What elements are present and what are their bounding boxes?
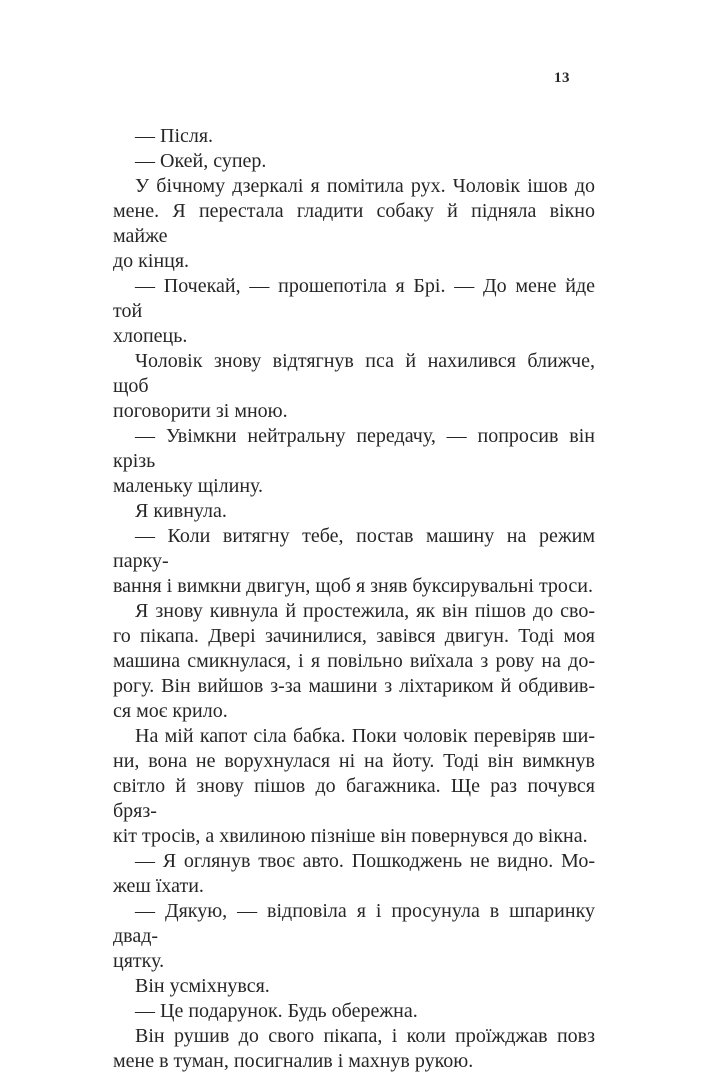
text-line: — Дякую, — відповіла я і просунула в шпаринку двад- [113,900,595,947]
paragraph [113,124,595,149]
text-line: — Коли витягну тебе, постав машину на режим парку- [113,525,595,572]
paragraph [113,999,595,1024]
text-line: кіт тросів, а хвилиною пізніше він повернувся до вікна. [113,825,588,847]
text-line: — Почекай, — прошепотіла я Брі. — До мене йде той [113,275,595,322]
text-line: У бічному дзеркалі я помітила рух. Чоловік ішов до [135,175,595,197]
text-line: маленьку щілину. [113,475,264,497]
text-line: світло й знову пішов до багажника. Ще раз почувся бряз- [113,775,595,822]
text-line: ся моє крило. [113,700,228,722]
text-line: мене. Я перестала гладити собаку й підняла вікно майже [113,200,595,247]
text-line: ни, вона не ворухнулася ні на йоту. Тоді він вимкнув [113,750,595,772]
text-line: Я знову кивнула й простежила, як він пішов до сво- [135,600,595,622]
text-line: мене в туман, посигналив і махнув рукою. [113,1050,474,1072]
text-line: — Окей, супер. [135,150,267,172]
text-line: вання і вимкни двигун, щоб я зняв буксирувальні троси. [113,575,593,597]
body-text [113,124,595,1074]
text-line: — Я оглянув твоє авто. Пошкоджень не видно. Мо- [135,850,595,872]
paragraph [113,1024,595,1074]
text-line: до кінця. [113,250,190,272]
text-line: хлопець. [113,325,188,347]
paragraph [113,274,595,349]
text-line: рогу. Він вийшов з-за машини з ліхтариком й обдивив- [113,675,595,697]
text-line: — Це подарунок. Будь обережна. [135,1000,418,1022]
text-line: Чоловік знову відтягнув пса й нахилився ближче, щоб [113,350,595,397]
text-line: цятку. [113,950,165,972]
paragraph [113,149,595,174]
paragraph [113,899,595,974]
paragraph [113,724,595,849]
text-line: машина смикнулася, і я повільно виїхала з рову на до- [113,650,595,672]
paragraph [113,349,595,424]
text-line: — Після. [135,125,214,147]
text-line: жеш їхати. [113,875,204,897]
paragraph [113,174,595,274]
text-line: го пікапа. Двері зачинилися, завівся двигун. Тоді моя [113,625,595,647]
page-number: 13 [554,70,570,86]
paragraph [113,499,595,524]
text-line: Він рушив до свого пікапа, і коли проїжджав повз [135,1025,595,1047]
paragraph [113,974,595,999]
text-line: Я кивнула. [135,500,227,522]
paragraph [113,599,595,724]
paragraph [113,849,595,899]
text-line: Він усміхнувся. [135,975,270,997]
paragraph [113,424,595,499]
text-line: На мій капот сіла бабка. Поки чоловік перевіряв ши- [135,725,595,747]
paragraph [113,524,595,599]
text-line: поговорити зі мною. [113,400,288,422]
text-line: — Увімкни нейтральну передачу, — попросив він крізь [113,425,595,472]
